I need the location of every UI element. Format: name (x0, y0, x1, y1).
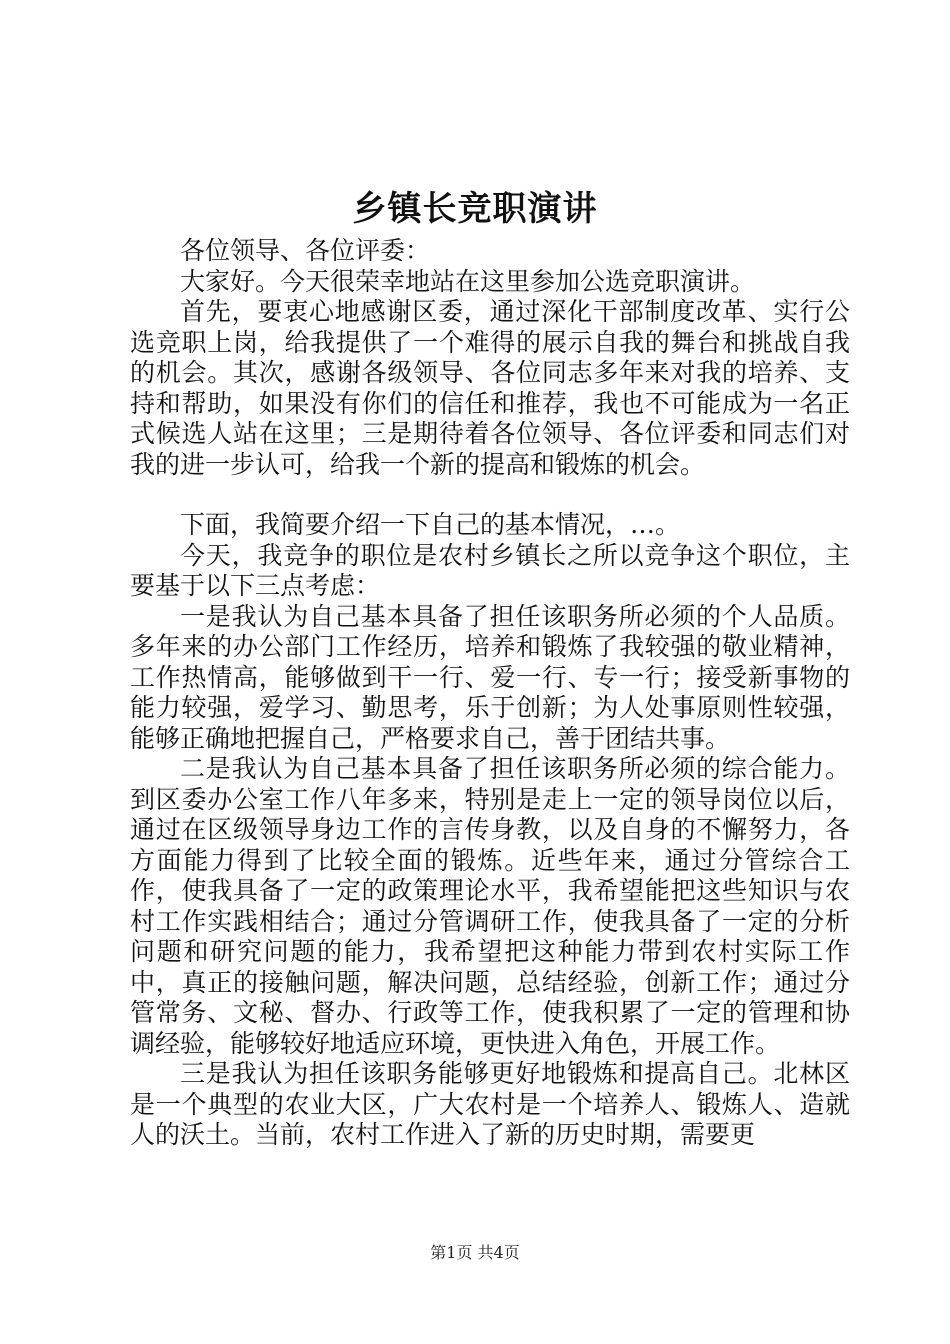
document-body (130, 236, 850, 1151)
reason-three-paragraph: 三是我认为担任该职务能够更好地锻炼和提高自己。北林区是一个典型的农业大区，广大农村是一个培养人、锻炼人、造就人的沃土。当前，农村工作进入了新的历史时期，需要更 (130, 1059, 850, 1149)
salutation-paragraph: 各位领导、各位评委： (180, 236, 431, 265)
greeting-paragraph: 大家好。今天很荣幸地站在这里参加公选竞职演讲。 (180, 266, 756, 296)
position-paragraph: 今天，我竞争的职位是农村乡镇长之所以竞争这个职位，主要基于以下三点考虑： (130, 540, 850, 600)
page-footer: 第1页 共4页 (430, 1243, 520, 1262)
paragraph-gap (130, 480, 850, 510)
reason-one-paragraph: 一是我认为自己基本具备了担任该职务所必须的个人品质。多年来的办公部门工作经历，培养和锻炼了我较强的敬业精神，工作热情高，能够做到干一行、爱一行、专一行；接受新事物的能力较强，爱学习、勤思考，乐于创新；为人处事原则性较强，能够正确地把握自己，严格要求自己，善于团结共事。 (130, 601, 850, 753)
intro-paragraph: 下面，我简要介绍一下自己的基本情况，…。 (180, 510, 681, 539)
reason-two-paragraph: 二是我认为自己基本具备了担任该职务所必须的综合能力。到区委办公室工作八年多来，特别是走上一定的领导岗位以后，通过在区级领导身边工作的言传身教，以及自身的不懈努力，各方面能力得到了比较全面的锻炼。近些年来，通过分管综合工作，使我具备了一定的政策理论水平，我希望能把这些知识与农村工作实践相结合；通过分管调研工作，使我具备了一定的分析问题和研究问题的能力，我希望把这种能力带到农村实际工作中，真正的接触问题，解决问题，总结经验，创新工作；通过分管常务、文秘、督办、行政等工作，使我积累了一定的管理和协调经验，能够较好地适应环境，更快进入角色，开展工作。 (130, 754, 850, 1058)
document-title: 乡镇长竞职演讲 (352, 189, 598, 229)
thanks-paragraph: 首先，要衷心地感谢区委，通过深化干部制度改革、实行公选竞职上岗，给我提供了一个难得的展示自我的舞台和挑战自我的机会。其次，感谢各级领导、各位同志多年来对我的培养、支持和帮助，如果没有你们的信任和推荐，我也不可能成为一名正式候选人站在这里；三是期待着各位领导、各位评委和同志们对我的进一步认可，给我一个新的提高和锻炼的机会。 (130, 297, 850, 479)
